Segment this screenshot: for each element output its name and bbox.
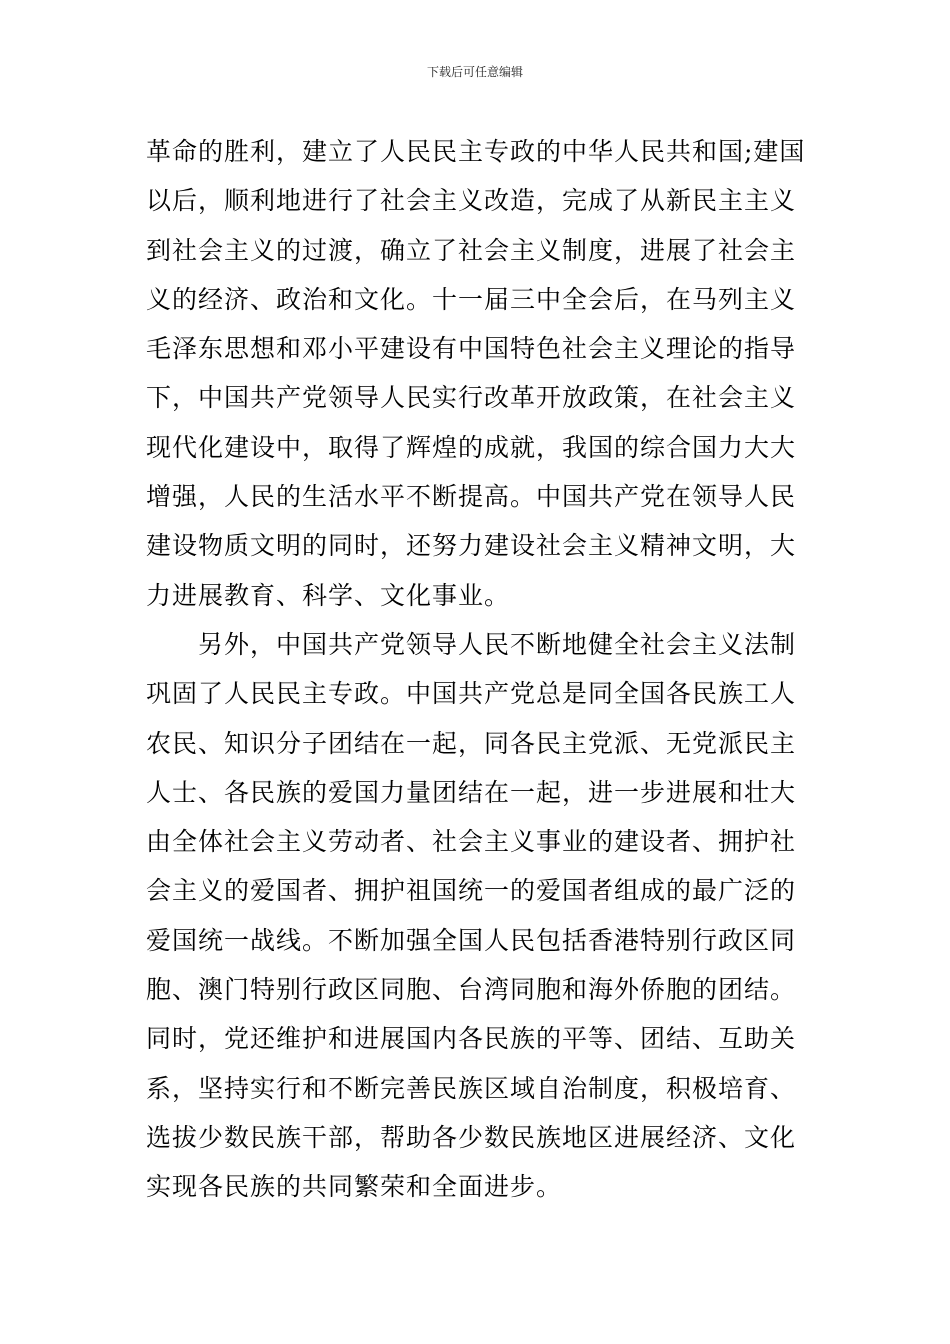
- text-line: 力进展教育、科学、文化事业。: [146, 580, 511, 610]
- text-line: 会主义的爱国者、拥护祖国统一的爱国者组成的最广泛的: [146, 876, 797, 906]
- text-line: 到社会主义的过渡，确立了社会主义制度，进展了社会主: [146, 235, 797, 265]
- text-line: 系，坚持实行和不断完善民族区域自治制度，积极培育、: [146, 1073, 797, 1103]
- text-line: 巩固了人民民主专政。中国共产党总是同全国各民族工人: [146, 679, 797, 709]
- text-line: 人士、各民族的爱国力量团结在一起，进一步进展和壮大: [146, 777, 797, 807]
- text-line: 实现各民族的共同繁荣和全面进步。: [146, 1172, 563, 1202]
- text-line: 革命的胜利，建立了人民民主专政的中华人民共和国;建国: [146, 137, 806, 166]
- text-line: 选拔少数民族干部，帮助各少数民族地区进展经济、文化: [146, 1122, 797, 1152]
- page-header: 下载后可任意编辑: [426, 65, 523, 79]
- text-line: 建设物质文明的同时，还努力建设社会主义精神文明，大: [146, 531, 797, 561]
- text-line: 胞、澳门特别行政区同胞、台湾同胞和海外侨胞的团结。: [146, 975, 797, 1005]
- text-line: 毛泽东思想和邓小平建设有中国特色社会主义理论的指导: [146, 334, 797, 364]
- text-line: 农民、知识分子团结在一起，同各民主党派、无党派民主: [146, 728, 797, 758]
- document-body: [146, 127, 816, 1212]
- text-line: 现代化建设中，取得了辉煌的成就，我国的综合国力大大: [146, 432, 797, 462]
- text-line: 以后，顺利地进行了社会主义改造，完成了从新民主主义: [146, 186, 797, 216]
- text-line: 同时，党还维护和进展国内各民族的平等、团结、互助关: [146, 1024, 797, 1054]
- text-line: 另外，中国共产党领导人民不断地健全社会主义法制: [146, 629, 797, 659]
- text-line: 增强，人民的生活水平不断提高。中国共产党在领导人民: [146, 482, 797, 512]
- text-line: 义的经济、政治和文化。十一届三中全会后，在马列主义: [146, 284, 797, 314]
- text-line: 由全体社会主义劳动者、社会主义事业的建设者、拥护社: [146, 827, 797, 857]
- text-line: 爱国统一战线。不断加强全国人民包括香港特别行政区同: [146, 925, 797, 955]
- text-line: 下，中国共产党领导人民实行改革开放政策，在社会主义: [146, 383, 797, 413]
